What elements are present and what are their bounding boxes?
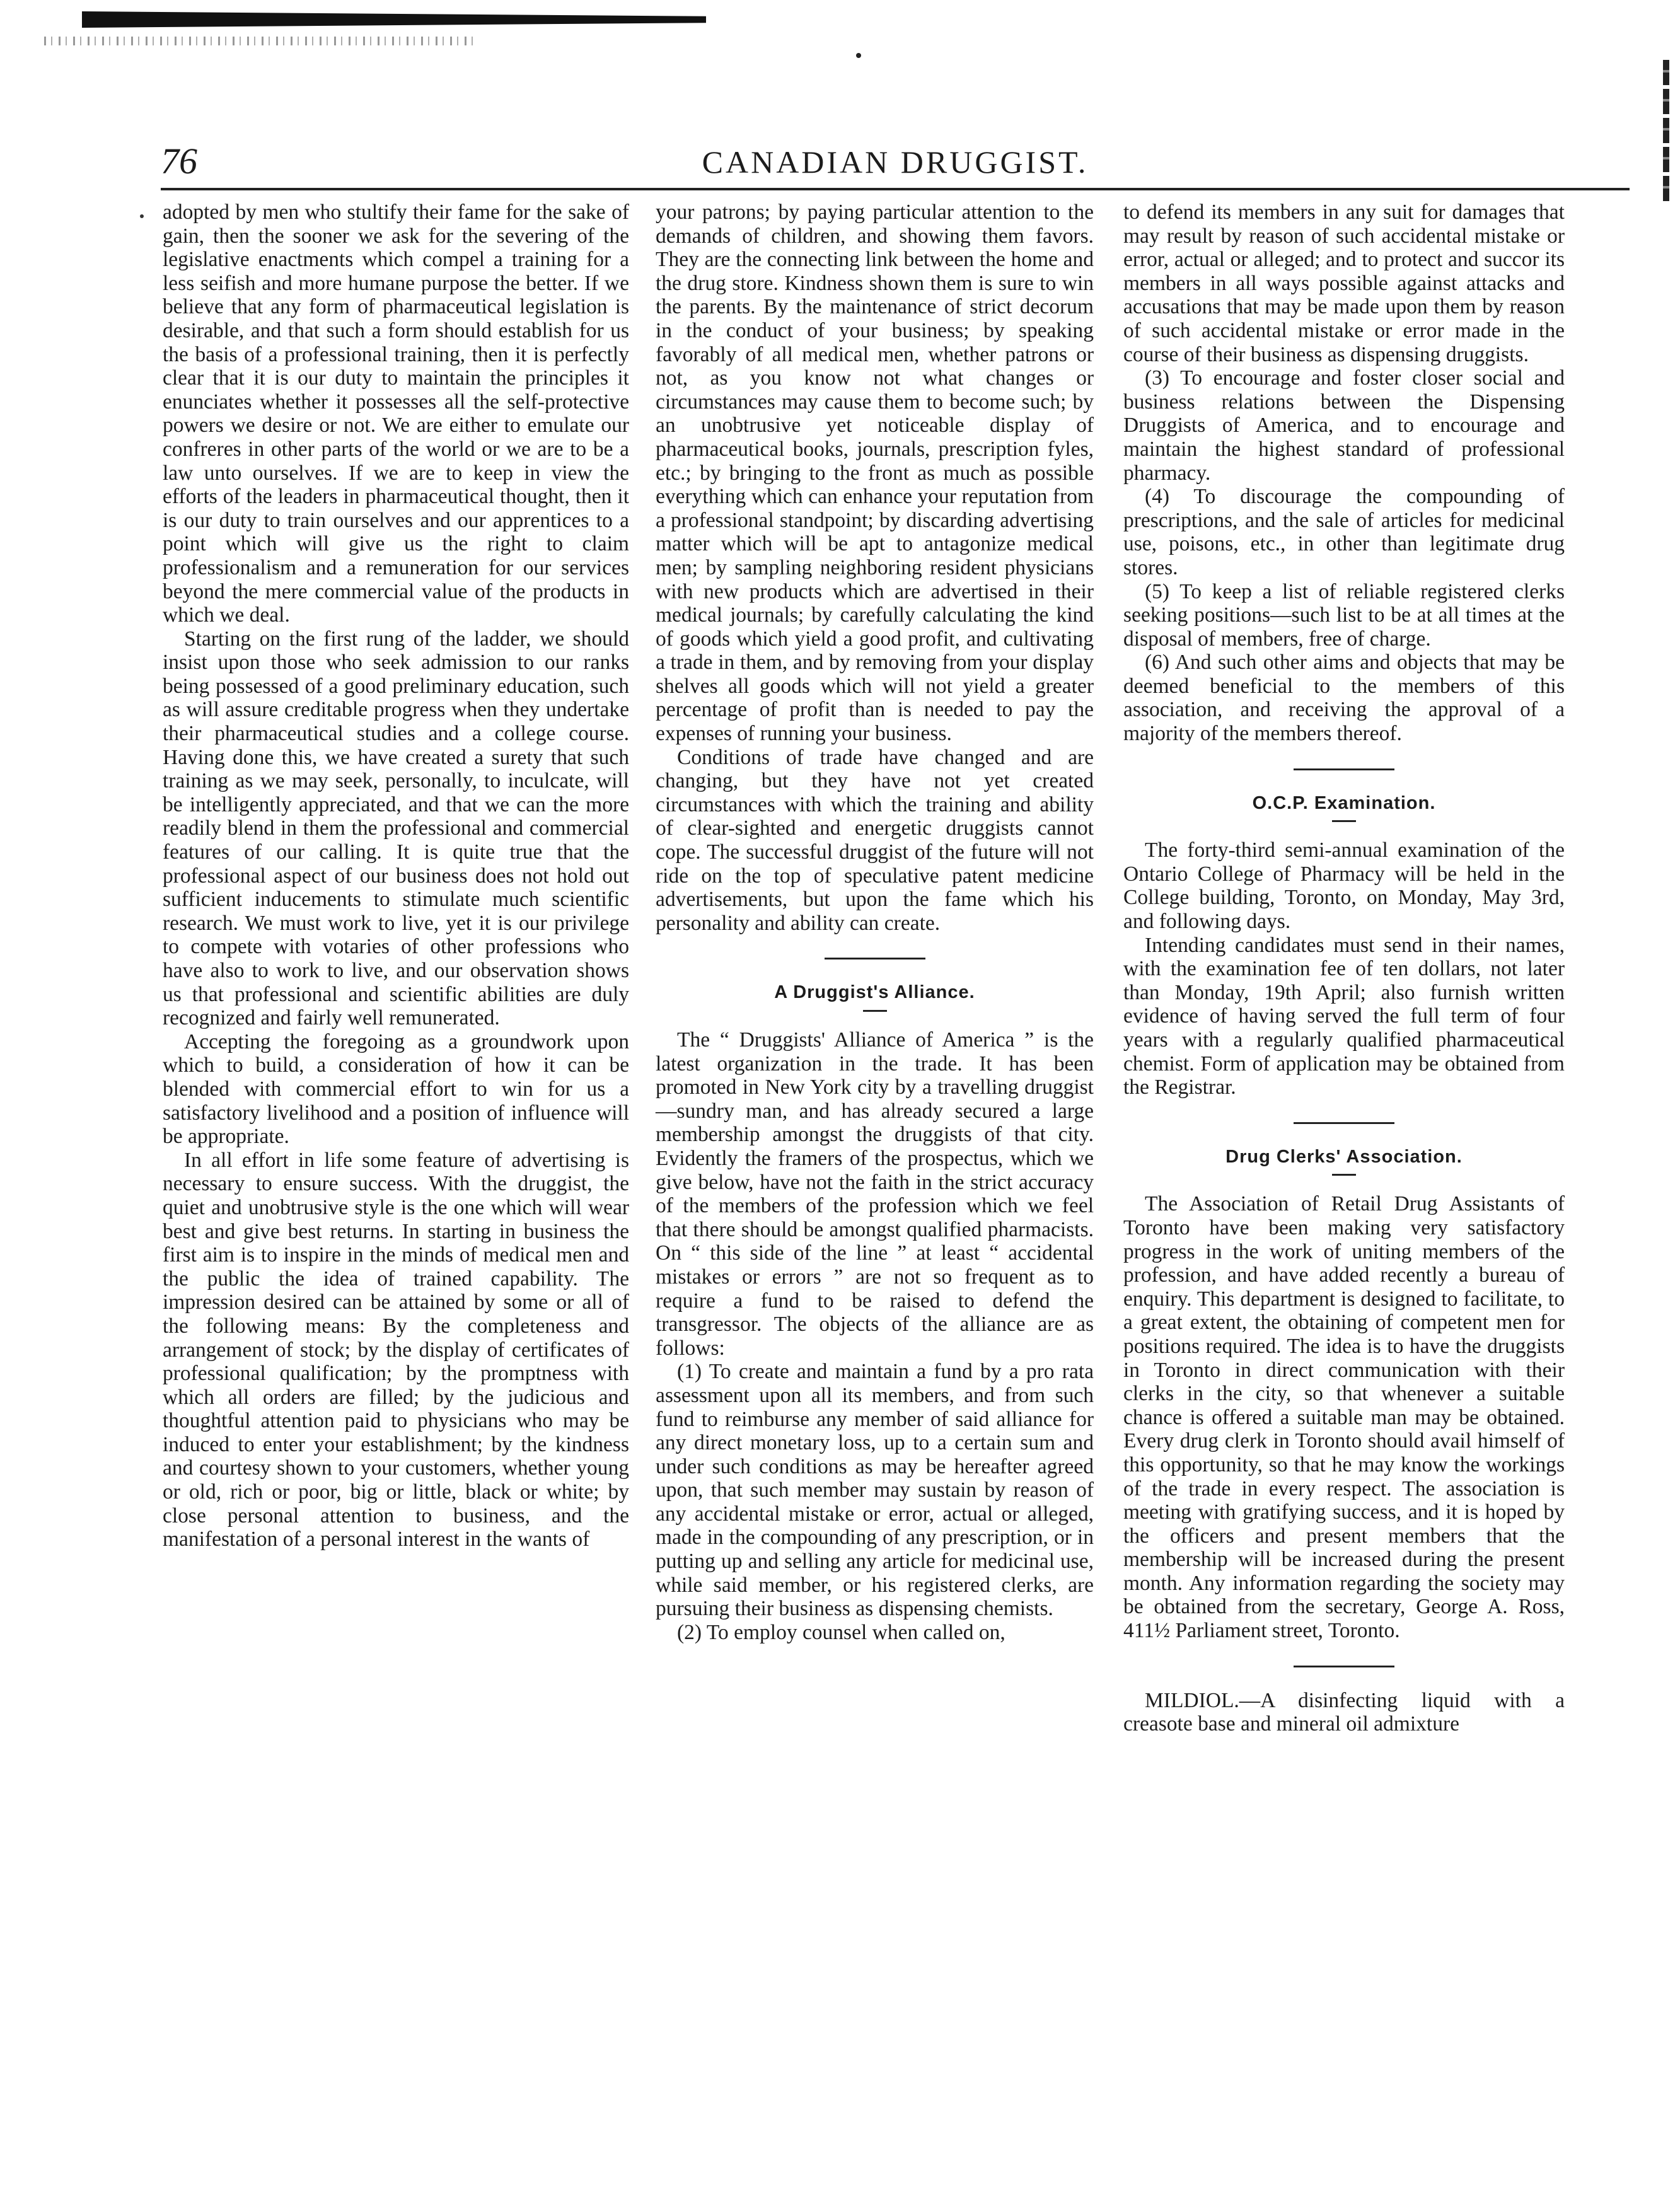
scan-artifact-dust xyxy=(44,37,473,45)
paragraph: (4) To discourage the compounding of prescriptions, and the sale of articles for medicinal use, poisons, etc., in other than legitimate drug stores. xyxy=(1123,485,1565,579)
paragraph: adopted by men who stultify their fame for the sake of gain, then the sooner we ask for the severing of the legislative enactments which compel a training for a less seifish and more humane purpose the better. If we believe that any form of pharmaceutical legislation is desirable, and that such a form should establish for us the basis of a professional training, then it is perfectly clear that it is our duty to maintain the principles it enunciates whether it possesses all the self-protective powers we desire or not. We are either to emulate our confreres in other parts of the world or we are to be a law unto ourselves. If we are to keep in view the efforts of the leaders in pharmaceutical thought, then it is our duty to train ourselves and our apprentices to a point which will give us the right to claim professionalism and a remuneration for our services beyond the mere commercial value of the products in which we deal. xyxy=(163,200,629,627)
journal-title: CANADIAN DRUGGIST. xyxy=(702,144,1089,180)
paragraph: The “ Druggists' Alliance of America ” is the latest organization in the trade. It has been promoted in New York city by a travelling druggist—sundry man, and has already secured a large membership amongst the druggists of that city. Evidently the framers of the prospectus, which we give below, have not the faith in the strict accuracy of the members of the profession which we feel that there should be amongst qualified pharmacists. On “ this side of the line ” at least “ accidental mistakes or errors ” are not so frequent as to require a fund to be raised to defend the transgressor. The objects of the alliance are as follows: xyxy=(656,1028,1094,1360)
header-rule xyxy=(161,188,1630,190)
paragraph: Conditions of trade have changed and are changing, but they have not yet created circumstances with which the training and ability of clear-sighted and energetic druggists cannot cope. The successful druggist of the future will not ride on the top of speculative patent medicine advertisements, but upon the fame which his personality and ability can create. xyxy=(656,745,1094,935)
paragraph: The Association of Retail Drug Assistants of Toronto have been making very satisfactory progress in the work of uniting members of the profession, and have added recently a bureau of enquiry. This department is designed to facilitate, to a great extent, the obtaining of competent men for positions required. The idea is to have the druggists in Toronto in direct communication with their clerks in the city, so that whenever a suitable chance is offered a suitable man may be obtained. Every drug clerk in Toronto should avail himself of this opportunity, so that he may know the workings of the trade in every respect. The association is meeting with gratifying success, and it is hoped by the officers and present members that the membership will be increased during the present month. Any information regarding the society may be obtained from the secretary, George A. Ross, 411½ Parliament street, Toronto. xyxy=(1123,1192,1565,1643)
section-divider xyxy=(825,958,925,959)
paragraph: The forty-third semi-annual examination of the Ontario College of Pharmacy will be held in the College building, Toronto, on Monday, May 3rd, and following days. xyxy=(1123,838,1565,934)
scan-artifact-dot xyxy=(856,53,861,58)
margin-dot xyxy=(140,214,144,218)
heading-dash xyxy=(1332,1174,1356,1176)
page-number: 76 xyxy=(161,141,197,182)
heading-dash xyxy=(863,1010,887,1012)
paragraph: Accepting the foregoing as a groundwork upon which to build, a consideration of how it can be blended with commercial effort to win for us a satisfactory livelihood and a position of influence will be appropriate. xyxy=(163,1029,629,1149)
paragraph: (5) To keep a list of reliable registered clerks seeking positions—such list to be at all times at the disposal of members, free of charge. xyxy=(1123,579,1565,651)
section-heading-clerks: Drug Clerks' Association. xyxy=(1225,1146,1463,1167)
section-divider xyxy=(1294,1122,1394,1124)
column-2 xyxy=(656,200,1094,1644)
paragraph: (2) To employ counsel when called on, xyxy=(677,1620,1005,1644)
paragraph: Intending candidates must send in their names, with the examination fee of ten dollars, not later than Monday, 19th April; also furnish written evidence of having served the full term of four years with a regularly qualified pharmaceutical chemist. Form of application may be obtained from the Registrar. xyxy=(1123,933,1565,1099)
paragraph: to defend its members in any suit for damages that may result by reason of such accidental mistake or error, actual or alleged; and to protect and succor its members in all ways possible against attacks and accusations that may be made upon them by reason of such accidental mistake or error made in the course of their business as dispensing druggists. xyxy=(1123,200,1565,366)
scan-artifact-bar xyxy=(82,11,706,28)
paragraph-mildiol: MILDIOL.—A disinfecting liquid with a creasote base and mineral oil admixture xyxy=(1123,1688,1565,1736)
section-heading-alliance: A Druggist's Alliance. xyxy=(774,982,975,1003)
section-divider xyxy=(1294,1666,1394,1667)
heading-dash xyxy=(1332,820,1356,822)
column-1 xyxy=(163,200,629,1551)
section-heading-ocp: O.C.P. Examination. xyxy=(1252,792,1436,813)
paragraph: your patrons; by paying particular attention to the demands of children, and showing them favors. They are the connecting link between the home and the drug store. Kindness shown them is sure to win the parents. By the maintenance of strict decorum in the conduct of your business; by speaking favorably of all medical men, whether patrons or not, as you know not what changes or circumstances may cause them to become such; by an unobtrusive yet noticeable display of pharmaceutical books, journals, prescription fyles, etc.; by bringing to the front as much as possible everything which can enhance your reputation from a professional standpoint; by discarding advertising matter which will be apt to antagonize medical men; by sampling neighboring resident physicians with new products which are advertised in their medical journals; by carefully calculating the kind of goods which yield a good profit, and cultivating a trade in them, and by removing from your display shelves all goods which will not yield a greater percentage of profit than is needed to pay the expenses of running your business. xyxy=(656,200,1094,746)
paragraph: (1) To create and maintain a fund by a pro rata assessment upon all its members, and from such fund to reimburse any member of said alliance for any direct monetary loss, up to a certain sum and under such conditions as may be hereafter agreed upon, that such member may sustain by reason of any accidental mistake or error, actual or alleged, made in the compounding of any prescription, or in putting up and selling any article for medicinal use, while said member, or his registered clerks, are pursuing their business as dispensing chemists. xyxy=(656,1360,1094,1621)
paragraph: Starting on the first rung of the ladder, we should insist upon those who seek admission to our ranks being possessed of a good preliminary education, such as will assure creditable progress when they undertake their pharmaceutical studies and a college course. Having done this, we have created a surety that such training as we may seek, personally, to inculcate, will be intelligently appreciated, and that we can the more readily blend in them the professional and commercial features of our calling. It is quite true that the professional aspect of our business does not hold out sufficient inducements to stimulate much scientific research. We must work to live, yet it is our privilege to compete with votaries of other professions who have also to work to live, and our observation shows us that professional and scientific abilities are duly recognized and fairly well remunerated. xyxy=(163,627,629,1030)
paragraph: (6) And such other aims and objects that may be deemed beneficial to the members of this association, and receiving the approval of a majority of the members thereof. xyxy=(1123,651,1565,746)
scan-edge-mark xyxy=(1663,60,1669,205)
page-header xyxy=(161,140,1630,190)
paragraph: In all effort in life some feature of advertising is necessary to ensure success. With the druggist, the quiet and unobtrusive style is the one which will wear best and give best returns. In starting in business the first aim is to inspire in the minds of medical men and the public the idea of trained capability. The impression desired can be attained by some or all of the following means: By the completeness and arrangement of stock; by the display of certificates of professional qualification; by the promptness with which all orders are filled; by the judicious and thoughtful attention paid to physicians who may be induced to enter your establishment; by the kindness and courtesy shown to your customers, whether young or old, rich or poor, big or little, black or white; by close personal attention to business, and the manifestation of a personal interest in the wants of xyxy=(163,1148,629,1551)
paragraph: (3) To encourage and foster closer social and business relations between the Dispensing Druggists of America, and to encourage and maintain the highest standard of professional pharmacy. xyxy=(1123,366,1565,485)
section-divider xyxy=(1294,768,1394,770)
column-3 xyxy=(1123,200,1565,1736)
